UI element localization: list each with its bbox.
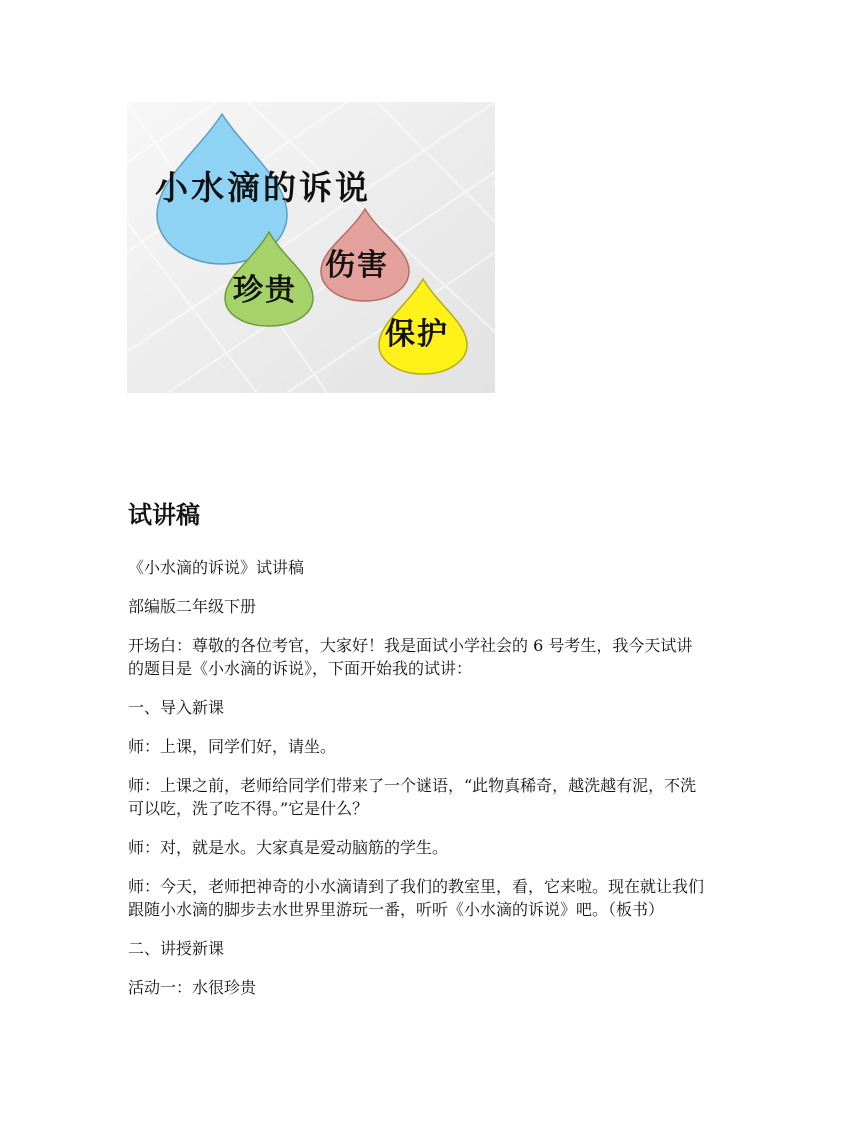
paragraph (128, 836, 743, 859)
paragraph-line: 师：上课，同学们好，请坐。 (128, 737, 337, 756)
paragraph (128, 976, 743, 999)
paragraph-line: 部编版二年级下册 (128, 597, 257, 616)
paragraph-line: 跟随小水滴的脚步去水世界里游玩一番，听听《小水滴的诉说》吧。（板书） (128, 900, 665, 919)
document-body (128, 556, 743, 1015)
paragraph (128, 937, 743, 960)
paragraph-line: 活动一：水很珍贵 (128, 978, 257, 997)
title-drop-text: 小水滴的诉说 (155, 168, 371, 207)
paragraph (128, 735, 743, 758)
paragraph-line: 二、讲授新课 (128, 939, 225, 958)
paragraph (128, 634, 743, 680)
paragraph (128, 875, 743, 921)
paragraph (128, 595, 743, 618)
cover-illustration (127, 102, 495, 393)
paragraph-line: 师：上课之前，老师给同学们带来了一个谜语，“此物真稀奇，越洗越有泥，不洗 (128, 776, 697, 795)
paragraph-line: 的题目是《小水滴的诉说》，下面开始我的试讲： (128, 659, 473, 678)
harm-drop-text: 伤害 (325, 248, 389, 283)
paragraph-line: 可以吃，洗了吃不得。”它是什么？ (128, 799, 369, 818)
protect-drop-text: 保护 (385, 317, 449, 352)
paragraph-line: 一、导入新课 (128, 698, 225, 717)
paragraph (128, 774, 743, 820)
paragraph-line: 开场白：尊敬的各位考官，大家好！我是面试小学社会的 6 号考生，我今天试讲 (128, 636, 693, 655)
paragraph (128, 556, 743, 579)
treasure-drop-text: 珍贵 (233, 273, 297, 308)
paragraph-line: 《小水滴的诉说》试讲稿 (128, 558, 305, 577)
cover-image (127, 102, 495, 393)
page-title: 试讲稿 (128, 501, 200, 529)
paragraph-line: 师：今天，老师把神奇的小水滴请到了我们的教室里，看，它来啦。现在就让我们 (128, 877, 705, 896)
paragraph-line: 师：对，就是水。大家真是爱动脑筋的学生。 (128, 838, 449, 857)
paragraph (128, 696, 743, 719)
